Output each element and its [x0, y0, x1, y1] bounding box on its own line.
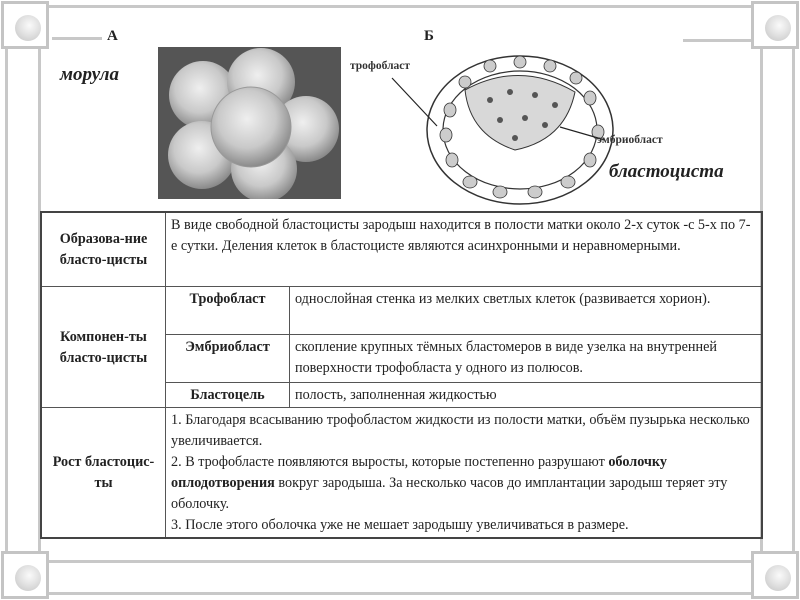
table-row-component [41, 287, 762, 335]
growth-item-1: 1. Благодаря всасыванию трофобластом жидкости из полости матки, объём пузырька несколько увеличивается. [171, 412, 750, 449]
ball-icon [15, 565, 41, 591]
growth-text [166, 408, 763, 539]
corner-ornament-bottom-left [1, 551, 49, 599]
frame-line-bottom [48, 592, 752, 595]
ball-icon [765, 15, 791, 41]
component-name: Трофобласт [166, 287, 290, 335]
component-description: полость, заполненная жидкостью [290, 383, 763, 408]
growth-item-3: 3. После этого оболочка уже не мешает зародышу увеличиваться в размере. [171, 517, 629, 533]
component-description: скопление крупных тёмных бластомеров в виде узелка на внутренней поверхности трофобласта у одного из полюсов. [290, 335, 763, 383]
ball-icon [765, 565, 791, 591]
row-header-growth: Рост бластоцис-ты [41, 408, 166, 539]
growth-item-2-bold: оболочку оплодотворения [171, 454, 667, 491]
morula-image [158, 47, 341, 199]
component-name: Эмбриобласт [166, 335, 290, 383]
ball-icon [15, 15, 41, 41]
blastocyst-diagram [340, 20, 760, 210]
corner-ornament-top-left [1, 1, 49, 49]
row-header-formation: Образова-ние бласто-цисты [41, 212, 166, 287]
figure-label-a: А [107, 28, 118, 44]
frame-line-top [48, 5, 752, 8]
growth-item-2-prefix: 2. В трофобласте появляются выросты, которые постепенно разрушают [171, 454, 605, 470]
component-name: Бластоцель [166, 383, 290, 408]
table-row-formation [41, 212, 762, 287]
embryoblast-pointer-label: эмбриобласт [597, 134, 663, 146]
table-row-growth [41, 408, 762, 539]
component-description: однослойная стенка из мелких светлых клеток (развивается хорион). [290, 287, 763, 335]
blastocyst-caption: бластоциста [609, 161, 724, 182]
frame-line-right [792, 48, 795, 552]
figure-label-b: Б [424, 28, 434, 44]
morula-caption: морула [60, 64, 119, 85]
blastocyst-table [40, 211, 763, 539]
corner-ornament-bottom-right [751, 551, 799, 599]
frame-tick-a [52, 37, 102, 40]
formation-text: В виде свободной бластоцисты зародыш находится в полости матки около 2-х суток -с 5-х по 7-е сутки. Деления клеток в бластоцисте являются асинхронными и неравномерными. [166, 212, 763, 287]
frame-line-left [5, 48, 8, 552]
trophoblast-pointer-label: трофобласт [350, 60, 411, 72]
row-header-components: Компонен-ты бласто-цисты [41, 287, 166, 408]
growth-item-2-suffix: вокруг зародыша. За несколько часов до имплантации зародыш теряет эту оболочку. [171, 475, 728, 512]
frame-line-bottom-inner [48, 560, 752, 563]
